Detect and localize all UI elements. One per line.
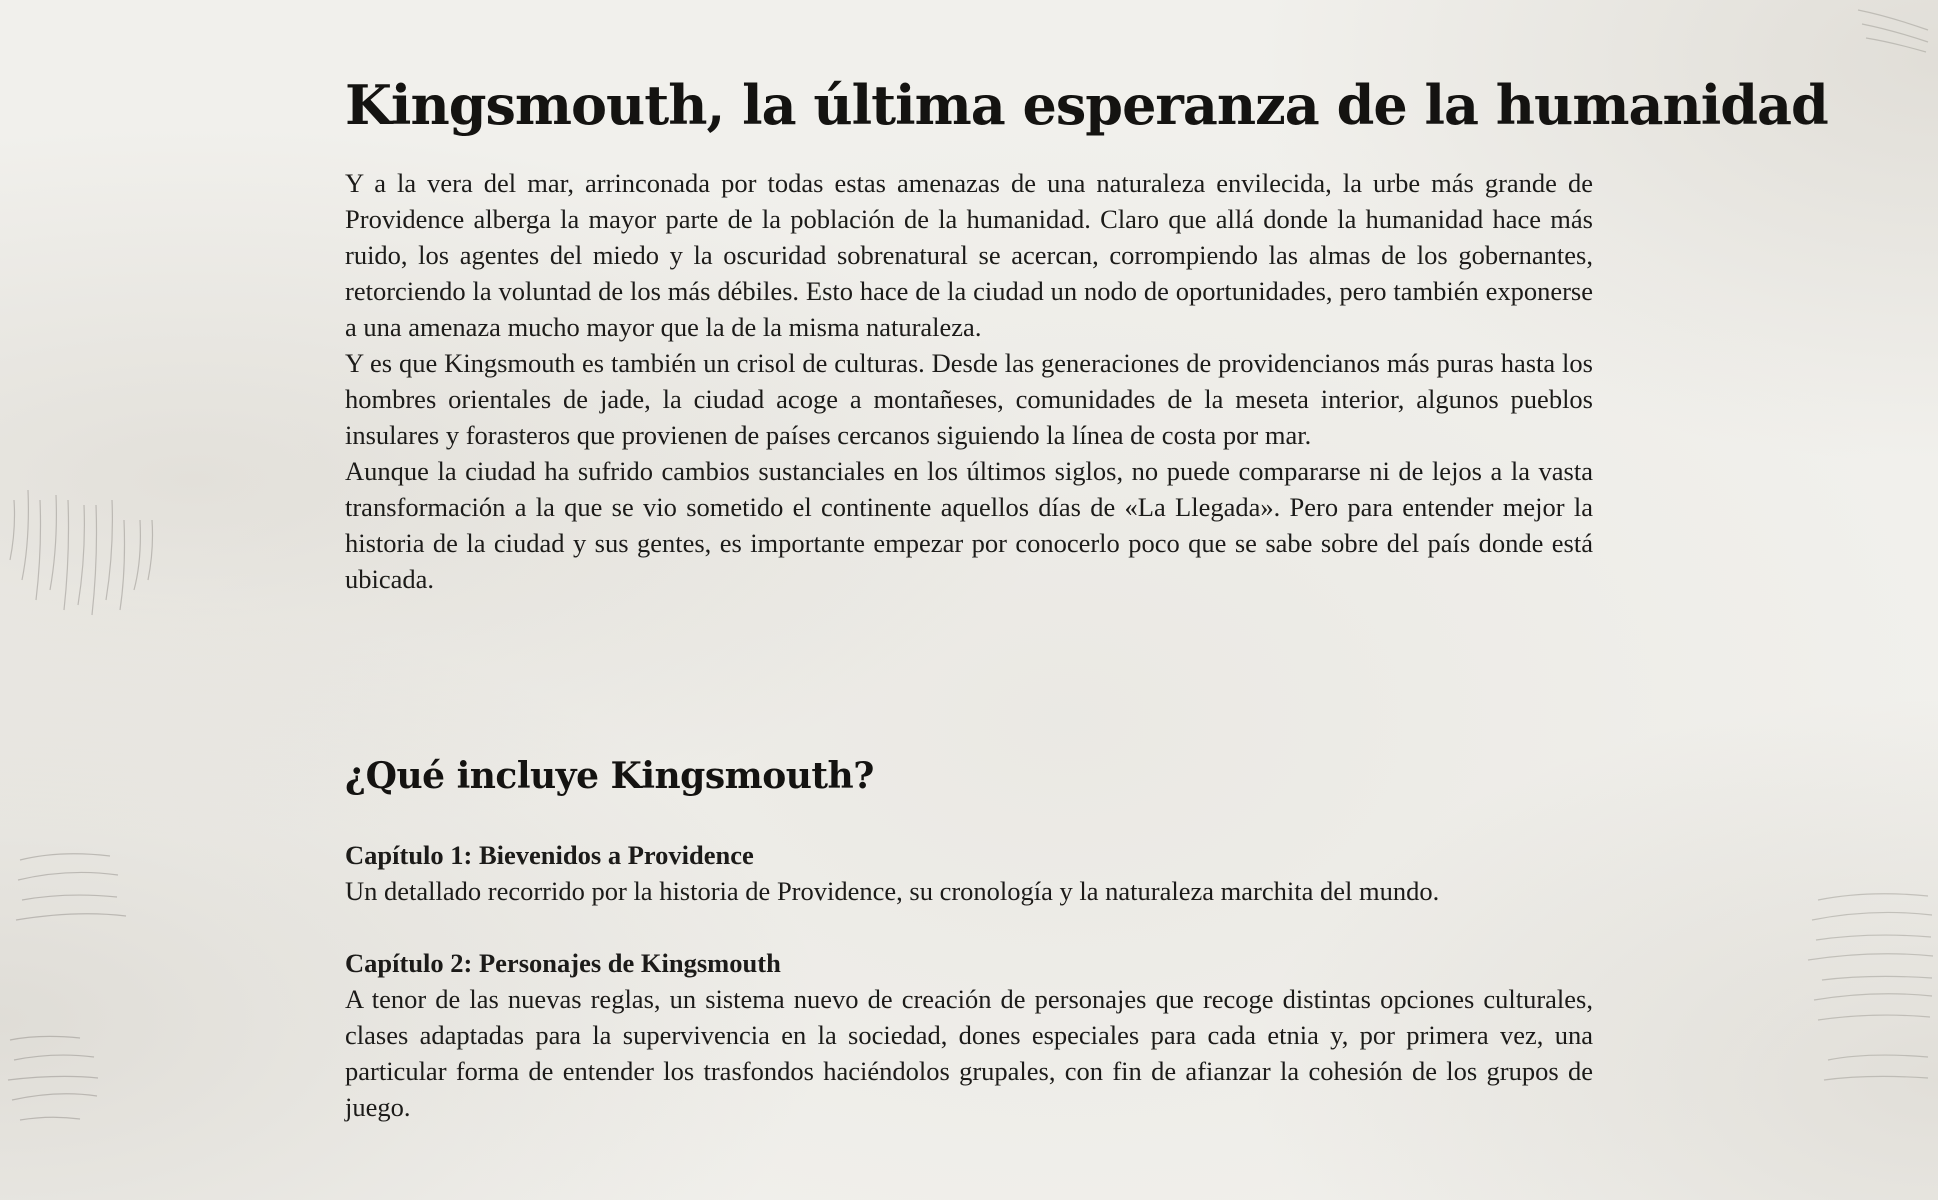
document-title: Kingsmouth, la última esperanza de la humanidad	[345, 73, 1828, 137]
chapter-description: Un detallado recorrido por la historia de Providence, su cronología y la naturaleza marchita del mundo.	[345, 876, 1440, 906]
chapter-list	[345, 837, 1593, 1161]
chapter-item	[345, 945, 1593, 1125]
chapter-title: Capítulo 1: Bievenidos a Providence	[345, 840, 754, 870]
intro-text	[345, 165, 1593, 597]
section-heading: ¿Qué incluye Kingsmouth?	[345, 755, 874, 797]
margin-scribble-right	[1798, 860, 1938, 1160]
intro-paragraph: Aunque la ciudad ha sufrido cambios sustanciales en los últimos siglos, no puede compararse ni de lejos a la vasta transformación a la que se vio sometido el continente aquellos días de «La Llegada». Pero para entender mejor la historia de la ciudad y sus gentes, es importante empezar por conocerlo poco que se sabe sobre del país donde está ubicada.	[345, 456, 1593, 594]
margin-scribble-top-right	[1848, 0, 1938, 60]
document-page	[345, 55, 1828, 1122]
chapter-description: A tenor de las nuevas reglas, un sistema nuevo de creación de personajes que recoge distintas opciones culturales, clases adaptadas para la supervivencia en la sociedad, dones especiales para cada etnia y, por primera vez, una particular forma de entender los trasfondos haciéndolos grupales, con fin de afianzar la cohesión de los grupos de juego.	[345, 984, 1593, 1122]
chapter-item	[345, 837, 1593, 909]
intro-paragraph: Y a la vera del mar, arrinconada por todas estas amenazas de una naturaleza envilecida, la urbe más grande de Providence alberga la mayor parte de la población de la humanidad. Claro que allá donde la humanidad hace más ruido, los agentes del miedo y la oscuridad sobrenatural se acercan, corrompiendo las almas de los gobernantes, retorciendo la voluntad de los más débiles. Esto hace de la ciudad un nodo de oportunidades, pero también exponerse a una amenaza mucho mayor que la de la misma naturaleza.	[345, 168, 1593, 342]
intro-paragraph: Y es que Kingsmouth es también un crisol de culturas. Desde las generaciones de providencianos más puras hasta los hombres orientales de jade, la ciudad acoge a montañeses, comunidades de la meseta interior, algunos pueblos insulares y forasteros que provienen de países cercanos siguiendo la línea de costa por mar.	[345, 348, 1593, 450]
margin-scribble-left	[0, 440, 230, 1200]
chapter-title: Capítulo 2: Personajes de Kingsmouth	[345, 948, 781, 978]
